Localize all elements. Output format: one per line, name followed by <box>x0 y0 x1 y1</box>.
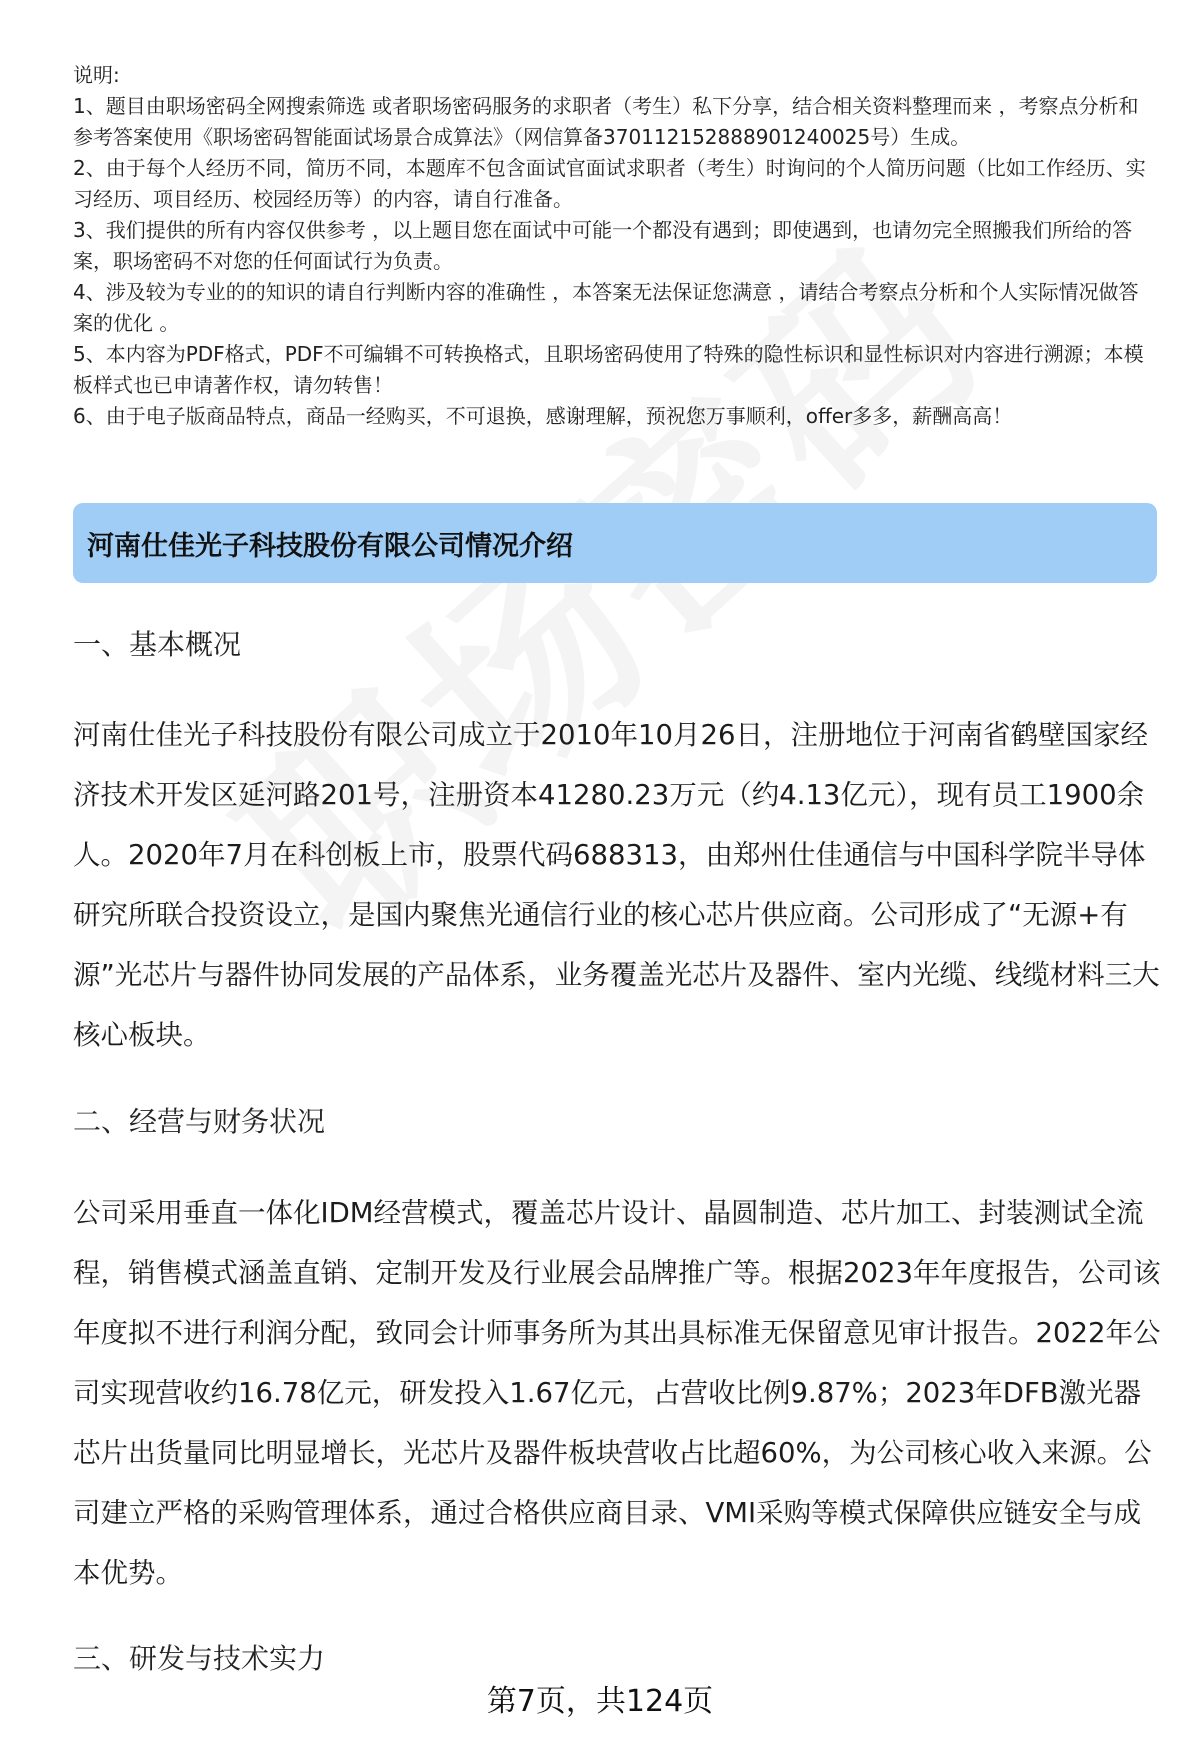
company-title: 河南仕佳光子科技股份有限公司情况介绍 <box>87 530 573 562</box>
section-heading-finance: 二、经营与财务状况 <box>73 1105 326 1138</box>
note-item: 6、由于电子版商品特点，商品一经购买，不可退换，感谢理解，预祝您万事顺利，offer多多，薪酬高高！ <box>73 404 1013 428</box>
section-body-finance: 公司采用垂直一体化IDM经营模式，覆盖芯片设计、晶圆制造、芯片加工、封装测试全流程，销售模式涵盖直销、定制开发及行业展会品牌推广等。根据2023年年度报告，公司该年度拟不进行利润分配，致同会计师事务所为其出具标准无保留意见审计报告。2022年公司实现营收约16.78亿元，研发投入1.67亿元，占营收比例9.87%；2023年DFB激光器芯片出货量同比明显增长，光芯片及器件板块营收占比超60%，为公司核心收入来源。公司建立严格的采购管理体系，通过合格供应商目录、VMI采购等模式保障供应链安全与成本优势。 <box>73 1197 1161 1589</box>
note-item: 1、题目由职场密码全网搜索筛选 或者职场密码服务的求职者（考生）私下分享，结合相关资料整理而来 ，考察点分析和参考答案使用《职场密码智能面试场景合成算法》（网信算备370112152888901240025号）生成。 <box>73 94 1139 149</box>
notes-heading: 说明: <box>73 63 120 87</box>
note-item: 2、由于每个人经历不同，简历不同，本题库不包含面试官面试求职者（考生）时询问的个人简历问题（比如工作经历、实习经历、项目经历、校园经历等）的内容，请自行准备。 <box>73 156 1146 211</box>
page-number: 第7页，共124页 <box>486 1684 714 1719</box>
note-item: 4、涉及较为专业的的知识的请自行判断内容的准确性 ，本答案无法保证您满意 ，请结合考察点分析和个人实际情况做答案的优化 。 <box>73 280 1139 335</box>
section-body-basic: 河南仕佳光子科技股份有限公司成立于2010年10月26日，注册地位于河南省鹤壁国家经济技术开发区延河路201号，注册资本41280.23万元（约4.13亿元），现有员工1900余人。2020年7月在科创板上市，股票代码688313，由郑州仕佳通信与中国科学院半导体研究所联合投资设立，是国内聚焦光通信行业的核心芯片供应商。公司形成了“无源+有源”光芯片与器件协同发展的产品体系，业务覆盖光芯片及器件、室内光缆、线缆材料三大核心板块。 <box>73 719 1160 1051</box>
section-heading-rnd: 三、研发与技术实力 <box>73 1642 326 1675</box>
company-title-banner <box>73 503 1157 583</box>
note-item: 5、本内容为PDF格式，PDF不可编辑不可转换格式，且职场密码使用了特殊的隐性标识和显性标识对内容进行溯源；本模板样式也已申请著作权，请勿转售！ <box>73 342 1144 397</box>
disclaimer-notes <box>73 60 1155 432</box>
section-heading-basic: 一、基本概况 <box>73 628 242 661</box>
note-item: 3、我们提供的所有内容仅供参考 ，以上题目您在面试中可能一个都没有遇到；即使遇到，也请勿完全照搬我们所给的答案，职场密码不对您的任何面试行为负责。 <box>73 218 1133 273</box>
